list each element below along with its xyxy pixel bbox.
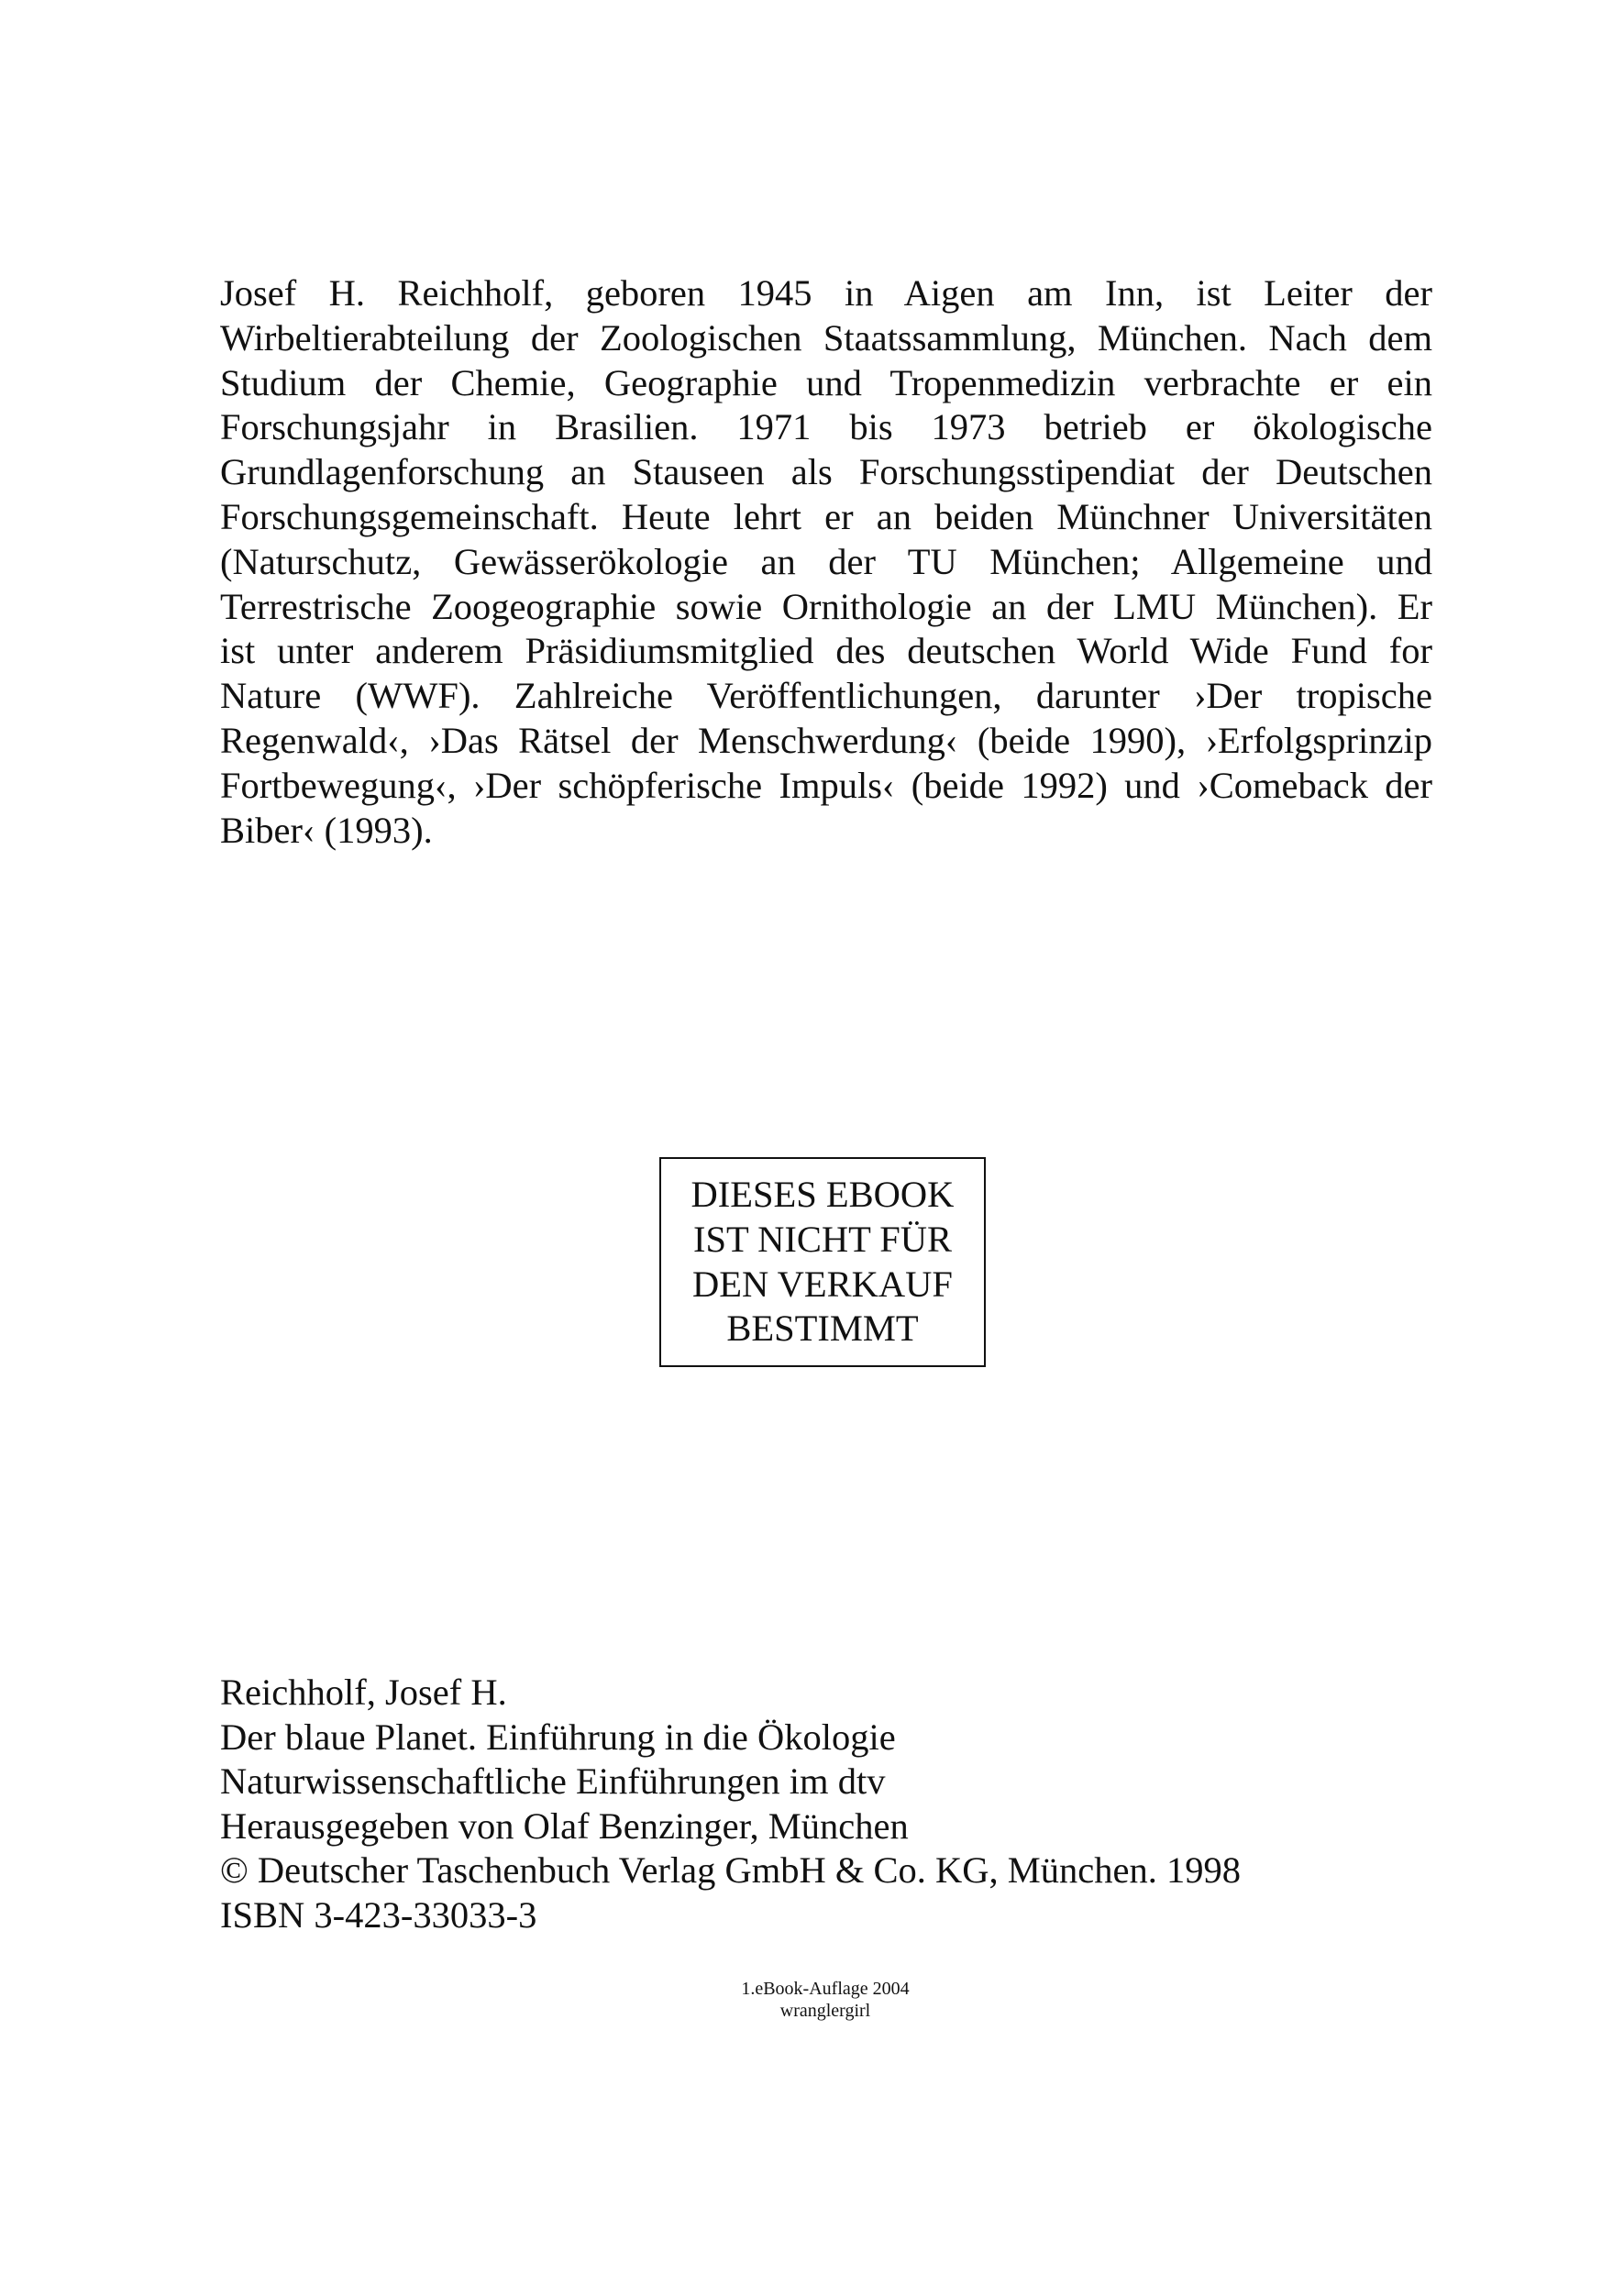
edition-line: 1.eBook-Auflage 2004 [741,1979,910,1999]
notice-line: DEN VERKAUF [692,1263,953,1305]
bio-line: Forschungsjahr in Brasilien. 1971 bis 1973 betrieb er ökologische [220,406,1432,448]
notice-line: DIESES EBOOK [690,1174,955,1216]
imprint-author: Reichholf, Josef H. [220,1672,507,1713]
bio-line: ist unter anderem Präsidiumsmitglied des deutschen World Wide Fund for [220,630,1432,672]
bio-line: Terrestrische Zoogeographie sowie Ornithologie an der LMU München). Er [220,585,1432,627]
bio-line: Studium der Chemie, Geographie und Tropenmedizin verbrachte er ein [220,361,1432,403]
ebook-edition-note [642,1978,1009,2022]
imprint-copyright: © Deutscher Taschenbuch Verlag GmbH & Co. KG, München. 1998 [220,1849,1241,1892]
bio-line: Regenwald‹, ›Das Rätsel der Menschwerdung‹ (beide 1990), ›Erfolgsprinzip [220,719,1432,761]
author-biography [220,271,1432,853]
notice-line: IST NICHT FÜR [692,1218,953,1260]
not-for-sale-notice [659,1157,986,1367]
bio-line: (Naturschutz, Gewässerökologie an der TU München; Allgemeine und [220,540,1432,582]
imprint-isbn: ISBN 3-423-33033-3 [220,1893,537,1936]
imprint-title: Der blaue Planet. Einführung in die Ökologie [220,1716,896,1758]
bio-line: Forschungsgemeinschaft. Heute lehrt er an beiden Münchner Universitäten [220,495,1432,537]
bio-line: Josef H. Reichholf, geboren 1945 in Aigen am Inn, ist Leiter der [220,272,1432,314]
bio-line: Biber‹ (1993). [220,809,433,851]
bio-line: Nature (WWF). Zahlreiche Veröffentlichungen, darunter ›Der tropische [220,675,1432,717]
bio-line: Grundlagenforschung an Stauseen als Forschungsstipendiat der Deutschen [220,451,1432,493]
bibliographic-imprint [220,1671,1241,1938]
bio-line: Wirbeltierabteilung der Zoologischen Staatssammlung, München. Nach dem [220,316,1432,359]
notice-line: BESTIMMT [726,1308,919,1350]
edition-credit: wranglergirl [779,2001,871,2021]
imprint-series: Naturwissenschaftliche Einführungen im dtv [220,1760,886,1803]
bio-line: Fortbewegung‹, ›Der schöpferische Impuls‹ (beide 1992) und ›Comeback der [220,764,1432,806]
imprint-editor: Herausgegeben von Olaf Benzinger, München [220,1804,909,1847]
